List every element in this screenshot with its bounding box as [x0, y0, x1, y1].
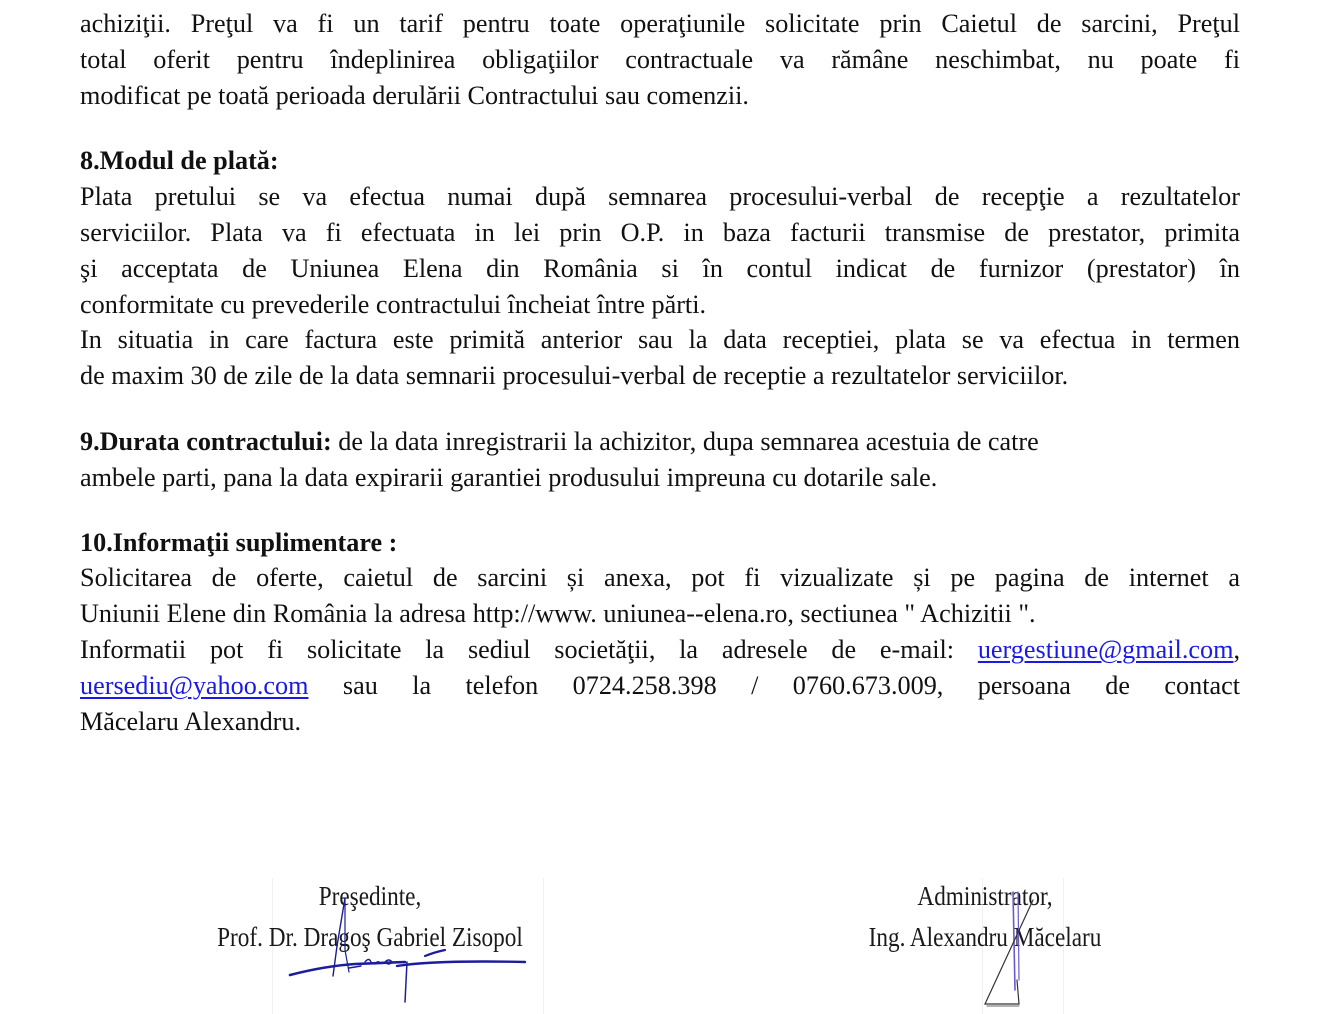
section-10-line: Uniunii Elene din România la adresa http://www. uniunea--elena.ro, sectiunea " Achizitii ".: [80, 599, 1036, 629]
phone-contact-text: sau la telefon 0724.258.398 / 0760.673.009, persoana de contact: [308, 670, 1240, 700]
comma-text: ,: [1233, 634, 1240, 664]
section-8-line: conformitate cu prevederile contractului încheiat între părti.: [80, 289, 707, 319]
section-10-line: [80, 632, 1240, 668]
section-9: [80, 424, 1240, 496]
administrator-handwritten-signature: [975, 880, 1045, 1014]
section-9-heading: 9.Durata contractului:: [80, 426, 332, 456]
spacer: [80, 113, 1240, 143]
spacer: [80, 394, 1240, 424]
administrator-role: Administrator,: [917, 881, 1053, 911]
section-8-line: In situatia in care factura este primită anterior sau la data receptiei, plata se va efectua in termen: [80, 325, 1240, 355]
president-name: Prof. Dr. Dragoş Gabriel Zisopol: [217, 922, 523, 952]
section-8-line: serviciilor. Plata va fi efectuata in lei prin O.P. in baza facturii transmise de prestator, primita: [80, 217, 1240, 247]
section-10: [80, 525, 1240, 740]
section-8-line: şi acceptata de Uniunea Elena din România si în contul indicat de furnizor (prestator) în: [80, 253, 1240, 283]
section-9-text: de la data inregistrarii la achizitor, dupa semnarea acestuia de catre: [331, 426, 1039, 456]
president-role: Preşedinte,: [318, 881, 422, 911]
email-link-sediu[interactable]: uersediu@yahoo.com: [80, 670, 309, 700]
document-page: [80, 6, 1240, 739]
intro-line: achiziţii. Preţul va fi un tarif pentru toate operaţiunile solicitate prin Caietul de sarcini, Preţul: [80, 9, 1240, 38]
section-10-heading: 10.Informaţii suplimentare :: [80, 527, 398, 557]
section-10-line: Solicitarea de oferte, caietul de sarcini și anexa, pot fi vizualizate și pe pagina de internet a: [80, 563, 1240, 593]
intro-line: total oferit pentru îndeplinirea obligaţiilor contractuale va rămâne neschimbat, nu poate fi: [80, 44, 1240, 74]
section-8-line: de maxim 30 de zile de la data semnarii procesului-verbal de receptie a rezultatelor serviciilor.: [80, 361, 1069, 391]
section-10-line: [80, 668, 1240, 704]
section-8-line: Plata pretului se va efectua numai după semnarea procesului-verbal de recepţie a rezultatelor: [80, 182, 1240, 212]
intro-line: modificat pe toată perioada derulării Contractului sau comenzii.: [80, 80, 749, 110]
intro-paragraph: [80, 6, 1240, 113]
administrator-name: Ing. Alexandru Măcelaru: [868, 922, 1102, 952]
section-9-line: [80, 424, 1240, 460]
section-8: [80, 143, 1240, 394]
email-link-gestiune[interactable]: uergestiune@gmail.com: [977, 634, 1234, 664]
section-10-line: Măcelaru Alexandru.: [80, 706, 302, 736]
section-8-heading: 8.Modul de plată:: [80, 146, 279, 176]
president-handwritten-signature: [285, 890, 535, 1010]
spacer: [80, 496, 1240, 525]
section-9-line: ambele parti, pana la data expirarii garantiei produsului impreuna cu dotarile sale.: [80, 462, 938, 492]
contact-intro-text: Informatii pot fi solicitate la sediul societăţii, la adresele de e-mail:: [80, 634, 978, 664]
